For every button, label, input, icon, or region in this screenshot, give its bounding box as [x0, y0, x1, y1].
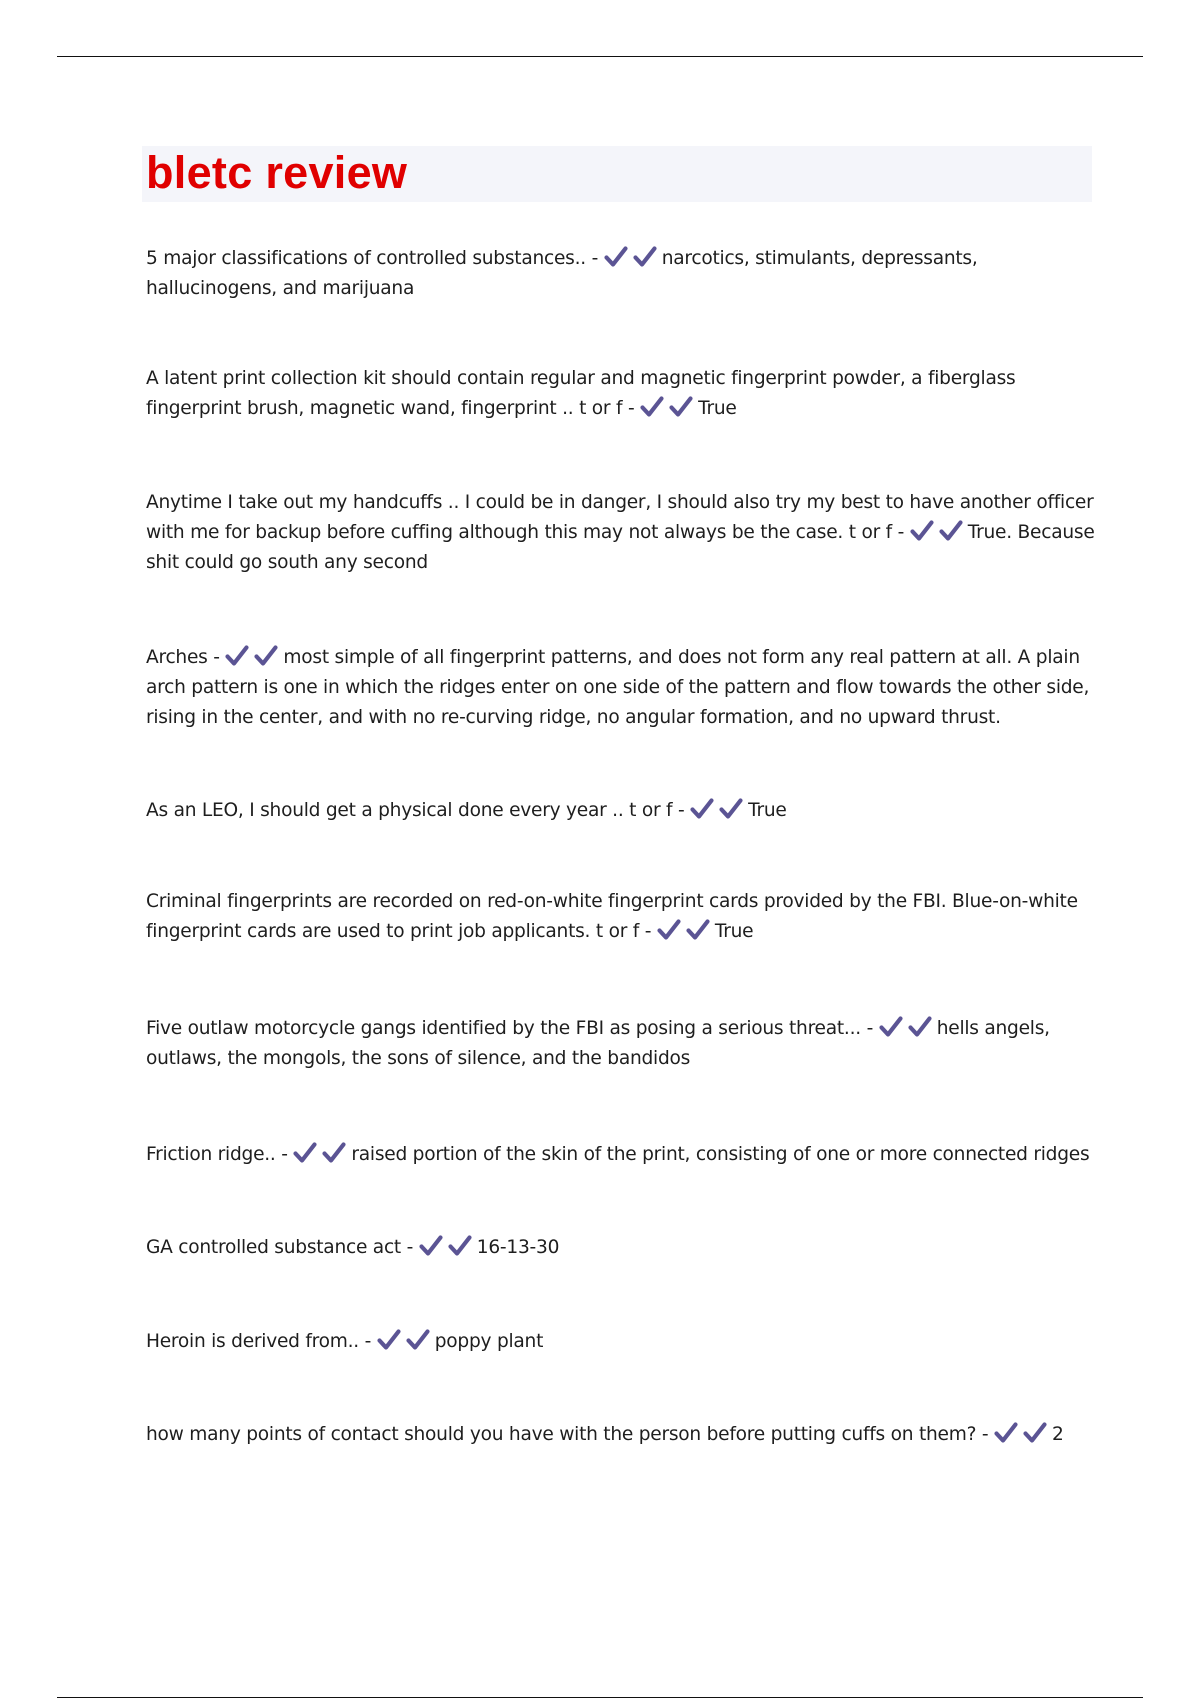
checkmark-icon: [225, 645, 249, 667]
checkmark-icon: [293, 1142, 317, 1164]
qa-entry: [146, 796, 1096, 826]
checkmark-icon: [1023, 1422, 1047, 1444]
checkmark-icon: [686, 919, 710, 941]
checkmark-icon: [994, 1422, 1018, 1444]
entry-question: GA controlled substance act -: [146, 1237, 414, 1258]
qa-entry: [146, 643, 1096, 733]
entry-question: Five outlaw motorcycle gangs identified by the FBI as posing a serious threat... -: [146, 1018, 874, 1039]
qa-entry: [146, 364, 1096, 424]
qa-entry: [146, 488, 1096, 578]
checkmark-icon: [690, 798, 714, 820]
checkmark-icon: [633, 246, 657, 268]
qa-entry: [146, 1014, 1096, 1074]
entry-question: As an LEO, I should get a physical done every year .. t or f -: [146, 800, 685, 821]
entry-question: Heroin is derived from.. -: [146, 1331, 372, 1352]
entry-question: A latent print collection kit should contain regular and magnetic fingerprint powder, a fiberglass fingerprint brush, magnetic wand, fingerprint .. t or f -: [146, 368, 1016, 419]
entry-answer: narcotics, stimulants, depressants, hallucinogens, and marijuana: [146, 248, 978, 299]
entry-answer: True: [714, 921, 754, 942]
entry-question: Arches -: [146, 647, 220, 668]
checkmark-icon: [719, 798, 743, 820]
entry-question: 5 major classifications of controlled substances.. -: [146, 248, 599, 269]
checkmark-icon: [604, 246, 628, 268]
qa-entry: [146, 1327, 1096, 1357]
checkmark-icon: [640, 396, 664, 418]
entry-answer: 16-13-30: [476, 1237, 560, 1258]
qa-entry: [146, 1420, 1096, 1450]
top-rule: [57, 56, 1143, 57]
checkmark-icon: [657, 919, 681, 941]
checkmark-icon: [377, 1329, 401, 1351]
checkmark-icon: [879, 1016, 903, 1038]
bottom-rule: [57, 1697, 1143, 1698]
entry-answer: True: [748, 800, 787, 821]
entry-question: Anytime I take out my handcuffs .. I could be in danger, I should also try my best to have another officer with me for backup before cuffing although this may not always be the case. t or f -: [146, 492, 1094, 543]
checkmark-icon: [908, 1016, 932, 1038]
checkmark-icon: [910, 520, 934, 542]
checkmark-icon: [322, 1142, 346, 1164]
qa-entry: [146, 1140, 1096, 1170]
checkmark-icon: [254, 645, 278, 667]
qa-entry: [146, 887, 1096, 947]
qa-entry: [146, 1233, 1096, 1263]
entry-answer: raised portion of the skin of the print, consisting of one or more connected ridges: [351, 1144, 1090, 1165]
entry-answer: most simple of all fingerprint patterns, and does not form any real pattern at all. A plain arch pattern is one in which the ridges enter on one side of the pattern and flow towards the other side, rising in the center, and with no re-curving ridge, no angular formation, and no upward thrust.: [146, 647, 1090, 728]
checkmark-icon: [406, 1329, 430, 1351]
qa-entry: [146, 244, 1096, 304]
entry-question: how many points of contact should you have with the person before putting cuffs on them? -: [146, 1424, 989, 1445]
document-title: bletc review: [146, 147, 408, 198]
entry-answer: True. Because shit could go south any second: [146, 522, 1095, 573]
entry-question: Friction ridge.. -: [146, 1144, 288, 1165]
checkmark-icon: [419, 1235, 443, 1257]
checkmark-icon: [448, 1235, 472, 1257]
entry-answer: hells angels, outlaws, the mongols, the sons of silence, and the bandidos: [146, 1018, 1050, 1069]
checkmark-icon: [669, 396, 693, 418]
entry-question: Criminal fingerprints are recorded on red-on-white fingerprint cards provided by the FBI. Blue-on-white fingerprint cards are used to print job applicants. t or f -: [146, 891, 1078, 942]
checkmark-icon: [939, 520, 963, 542]
entry-answer: True: [698, 398, 737, 419]
entry-answer: 2: [1052, 1424, 1064, 1445]
entry-answer: poppy plant: [434, 1331, 544, 1352]
